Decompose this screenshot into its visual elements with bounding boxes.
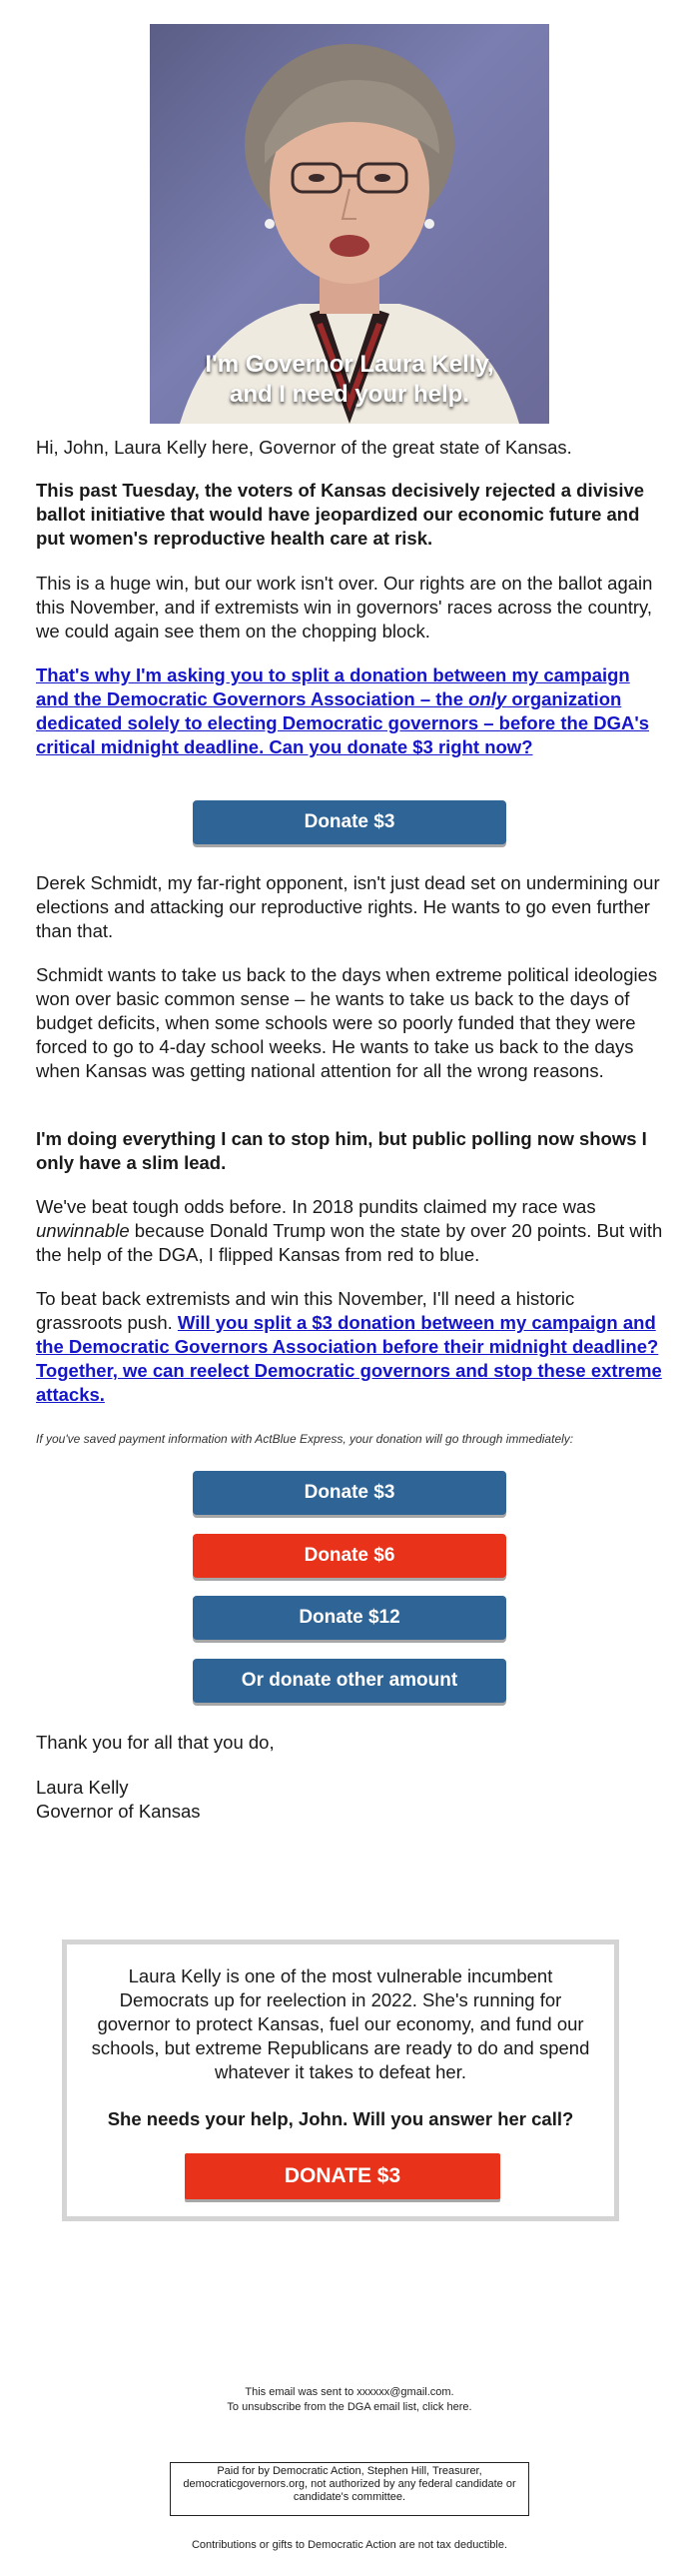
paragraph-opponent: [36, 871, 663, 943]
paragraph-opponent-text: Derek Schmidt, my far-right opponent, isn't just dead set on undermining our elections and attacking our reproductive rights. He wants to go even further than that.: [36, 872, 660, 941]
paragraph-schmidt-text: Schmidt wants to take us back to the days when extreme political ideologies won over basic common sense – he wants to take us back to the days of budget deficits, when some schools were so poorly funded that they were forced to go to 4-day school weeks. He wants to take us back to the days when Kansas was getting national attention for all the wrong reasons.: [36, 964, 658, 1081]
split-donation-link[interactable]: Will you split a $3 donation between my campaign and the Democratic Governors Association before their midnight deadline? Together, we can reelect Democratic governors and stop these extreme attacks.: [36, 1312, 662, 1405]
callout-question: She needs your help, John. Will you answer her call?: [107, 2108, 574, 2129]
paid-for-disclaimer: Paid for by Democratic Action, Stephen Hill, Treasurer, democraticgovernors.org, not authorized by any federal candidate or candidate's committee.: [170, 2462, 529, 2516]
paragraph-grassroots-lead: To beat back extremists and win this November, I'll need a historic grassroots push.: [36, 1288, 575, 1333]
footer-contributions: Contributions or gifts to Democratic Action are not tax deductible.: [191, 2539, 508, 2551]
thanks-text: Thank you for all that you do,: [36, 1732, 275, 1753]
hero-caption-line1: I'm Governor Laura Kelly,: [205, 351, 494, 378]
greeting: [36, 436, 663, 460]
donation-appeal-part-b[interactable]: organization dedicated solely to electing Democratic governors – before the DGA's critical midnight deadline. Can you donate $3 right now?: [36, 688, 650, 757]
paragraph-odds-part-a: We've beat tough odds before. In 2018 pundits claimed my race was: [36, 1196, 596, 1217]
donation-appeal-part-a[interactable]: That's why I'm asking you to split a donation between my campaign and the Democratic Governors Association – the: [36, 664, 630, 709]
thanks: [36, 1731, 663, 1755]
paragraph-grassroots: [36, 1287, 663, 1407]
donation-appeal[interactable]: [36, 663, 663, 759]
callout-text: Laura Kelly is one of the most vulnerable incumbent Democrats up for reelection in 2022. She's running for governor to protect Kansas, fuel our economy, and fund our schools, but extreme Republicans are ready to do and spend whatever it takes to defeat her.: [91, 1965, 590, 2082]
paragraph-odds-emphasis: unwinnable: [36, 1220, 130, 1241]
hero-photo: [150, 24, 549, 424]
footer-sent-suffix: .: [450, 2386, 454, 2398]
hero-caption: [150, 350, 549, 410]
footer-sent-to: [0, 2385, 699, 2399]
hero-caption-line2: and I need your help.: [229, 381, 470, 408]
footer-unsub-suffix: .: [468, 2401, 472, 2413]
donate-3-top-button[interactable]: Donate $3: [193, 800, 506, 844]
paragraph-odds-part-b: because Donald Trump won the state by over 20 points. But with the help of the DGA, I flipped Kansas from red to blue.: [36, 1220, 663, 1265]
paragraph-ballot: [36, 479, 663, 551]
greeting-text: Hi, John, Laura Kelly here, Governor of the great state of Kansas.: [36, 437, 572, 458]
paragraph-odds: [36, 1195, 663, 1267]
signature-title: Governor of Kansas: [36, 1801, 201, 1822]
paragraph-ballot-text: This past Tuesday, the voters of Kansas decisively rejected a divisive ballot initiative that would have jeopardized our economic future and put women's reproductive health care at risk.: [36, 480, 645, 549]
donate-6-button[interactable]: Donate $6: [193, 1534, 506, 1578]
donation-appeal-emphasis[interactable]: only: [468, 688, 507, 709]
paragraph-schmidt: [36, 963, 663, 1083]
donate-12-button[interactable]: Donate $12: [193, 1596, 506, 1640]
paragraph-polling-text: I'm doing everything I can to stop him, but public polling now shows I only have a slim lead.: [36, 1128, 647, 1173]
signature-name: Laura Kelly: [36, 1777, 129, 1798]
callout-donate-button[interactable]: DONATE $3: [185, 2153, 500, 2199]
callout-box: [62, 1939, 619, 2221]
donate-3-button[interactable]: Donate $3: [193, 1471, 506, 1515]
footer-email: xxxxxx@gmail.com: [356, 2386, 451, 2398]
paragraph-win: [36, 572, 663, 644]
footer-unsubscribe: [0, 2400, 699, 2414]
donate-other-amount-button[interactable]: Or donate other amount: [193, 1659, 506, 1703]
unsubscribe-link[interactable]: click here: [422, 2401, 469, 2413]
paragraph-grassroots-text: [36, 1287, 663, 1407]
footer-sent-prefix: This email was sent to: [245, 2386, 357, 2398]
donation-appeal-link[interactable]: [36, 663, 663, 759]
paragraph-odds-text: [36, 1195, 663, 1267]
paragraph-polling: [36, 1127, 663, 1175]
paragraph-win-text: This is a huge win, but our work isn't over. Our rights are on the ballot again this November, and if extremists win in governors' races across the country, we could again see them on the chopping block.: [36, 573, 653, 642]
signature: [36, 1776, 663, 1824]
actblue-note: If you've saved payment information with ActBlue Express, your donation will go through immediately:: [36, 1432, 574, 1446]
footer-unsub-prefix: To unsubscribe from the DGA email list,: [227, 2401, 423, 2413]
